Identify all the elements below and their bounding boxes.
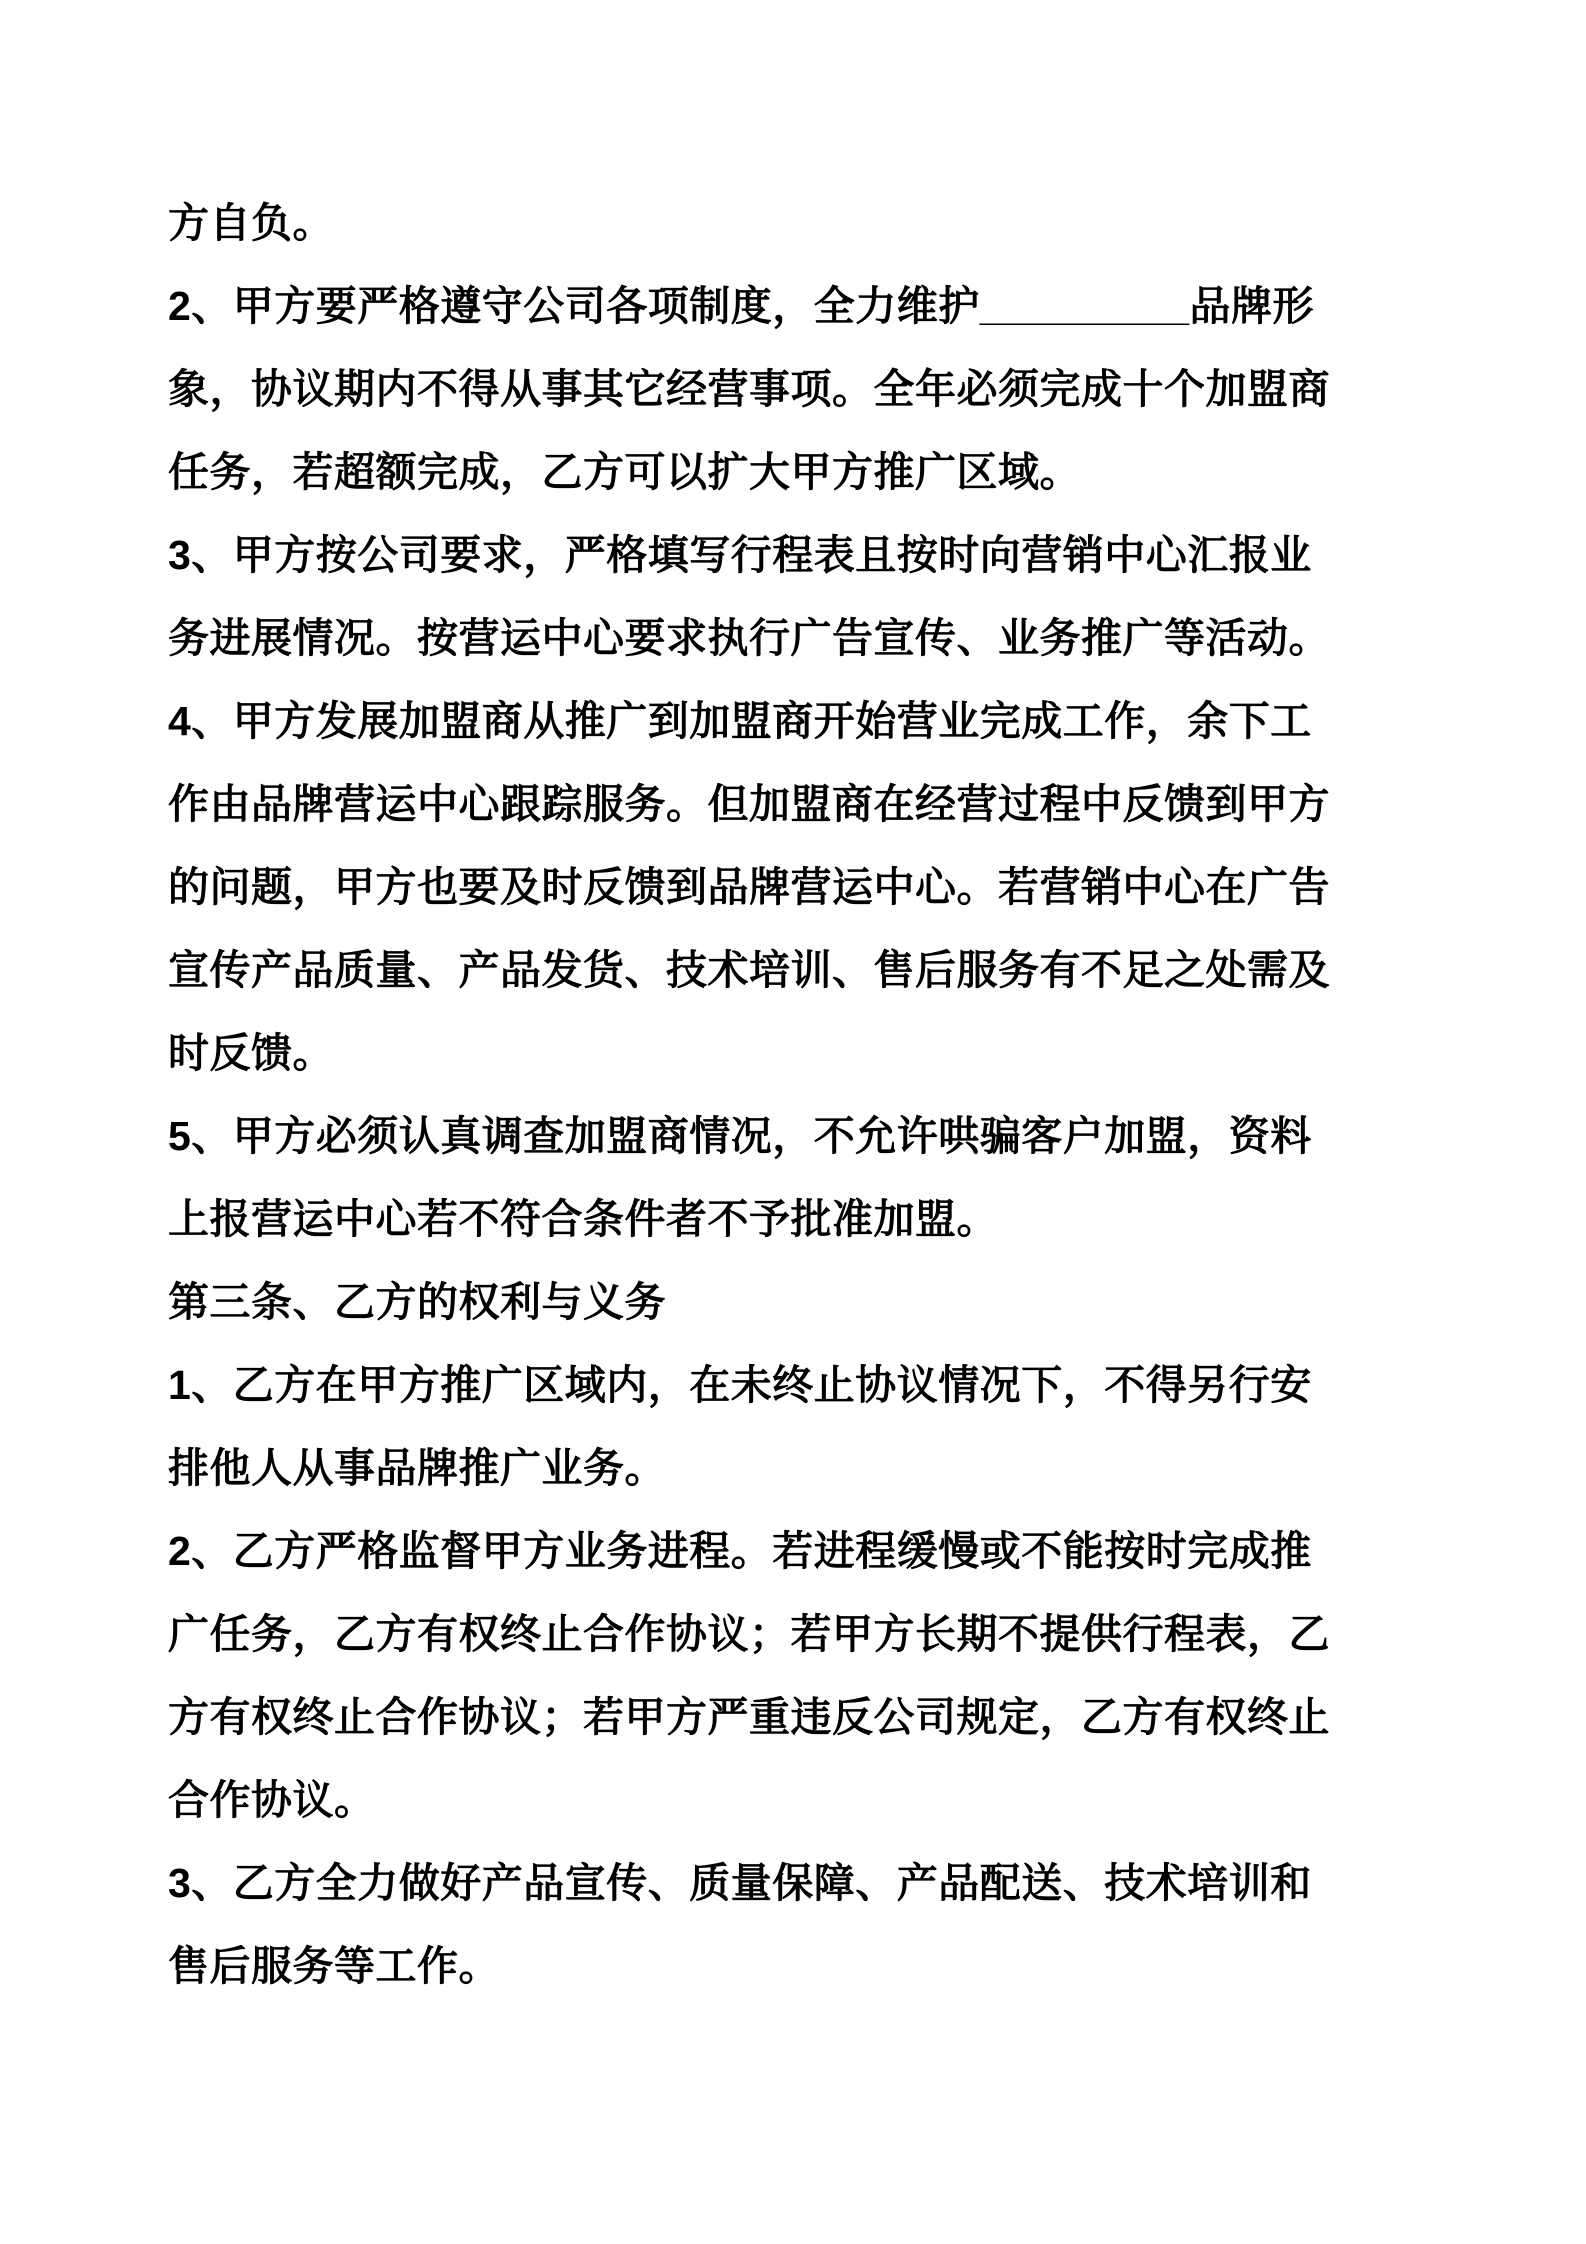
text-line: 时反馈。 [168,1030,334,1076]
text-line: 方有权终止合作协议；若甲方严重违反公司规定，乙方有权终止 [168,1694,1330,1740]
text-line: 广任务，乙方有权终止合作协议；若甲方长期不提供行程表，乙 [168,1611,1330,1657]
text-line: 5、甲方必须认真调查加盟商情况，不允许哄骗客户加盟，资料 [168,1113,1312,1159]
text-line: 方自负。 [168,200,334,246]
text-line: 象，协议期内不得从事其它经营事项。全年必须完成十个加盟商 [168,366,1330,412]
text-line: 2、乙方严格监督甲方业务进程。若进程缓慢或不能按时完成推 [168,1528,1312,1574]
contract-text-block [168,182,1456,2008]
text-line: 2、甲方要严格遵守公司各项制度，全力维护_________品牌形 [168,283,1315,329]
text-line: 宣传产品质量、产品发货、技术培训、售后服务有不足之处需及 [168,947,1330,993]
section-heading-line: 第三条、乙方的权利与义务 [168,1279,666,1325]
text-line: 4、甲方发展加盟商从推广到加盟商开始营业完成工作，余下工 [168,698,1312,744]
text-line: 任务，若超额完成，乙方可以扩大甲方推广区域。 [168,449,1081,495]
text-line: 的问题，甲方也要及时反馈到品牌营运中心。若营销中心在广告 [168,864,1330,910]
text-line: 务进展情况。按营运中心要求执行广告宣传、业务推广等活动。 [168,615,1330,661]
text-line: 3、甲方按公司要求，严格填写行程表且按时向营销中心汇报业 [168,532,1312,578]
text-line: 售后服务等工作。 [168,1943,500,1989]
text-line: 合作协议。 [168,1777,376,1823]
text-line: 3、乙方全力做好产品宣传、质量保障、产品配送、技术培训和 [168,1860,1312,1906]
text-line: 1、乙方在甲方推广区域内，在未终止协议情况下，不得另行安 [168,1362,1312,1408]
text-line: 排他人从事品牌推广业务。 [168,1445,666,1491]
text-line: 作由品牌营运中心跟踪服务。但加盟商在经营过程中反馈到甲方 [168,781,1330,827]
text-line: 上报营运中心若不符合条件者不予批准加盟。 [168,1196,998,1242]
